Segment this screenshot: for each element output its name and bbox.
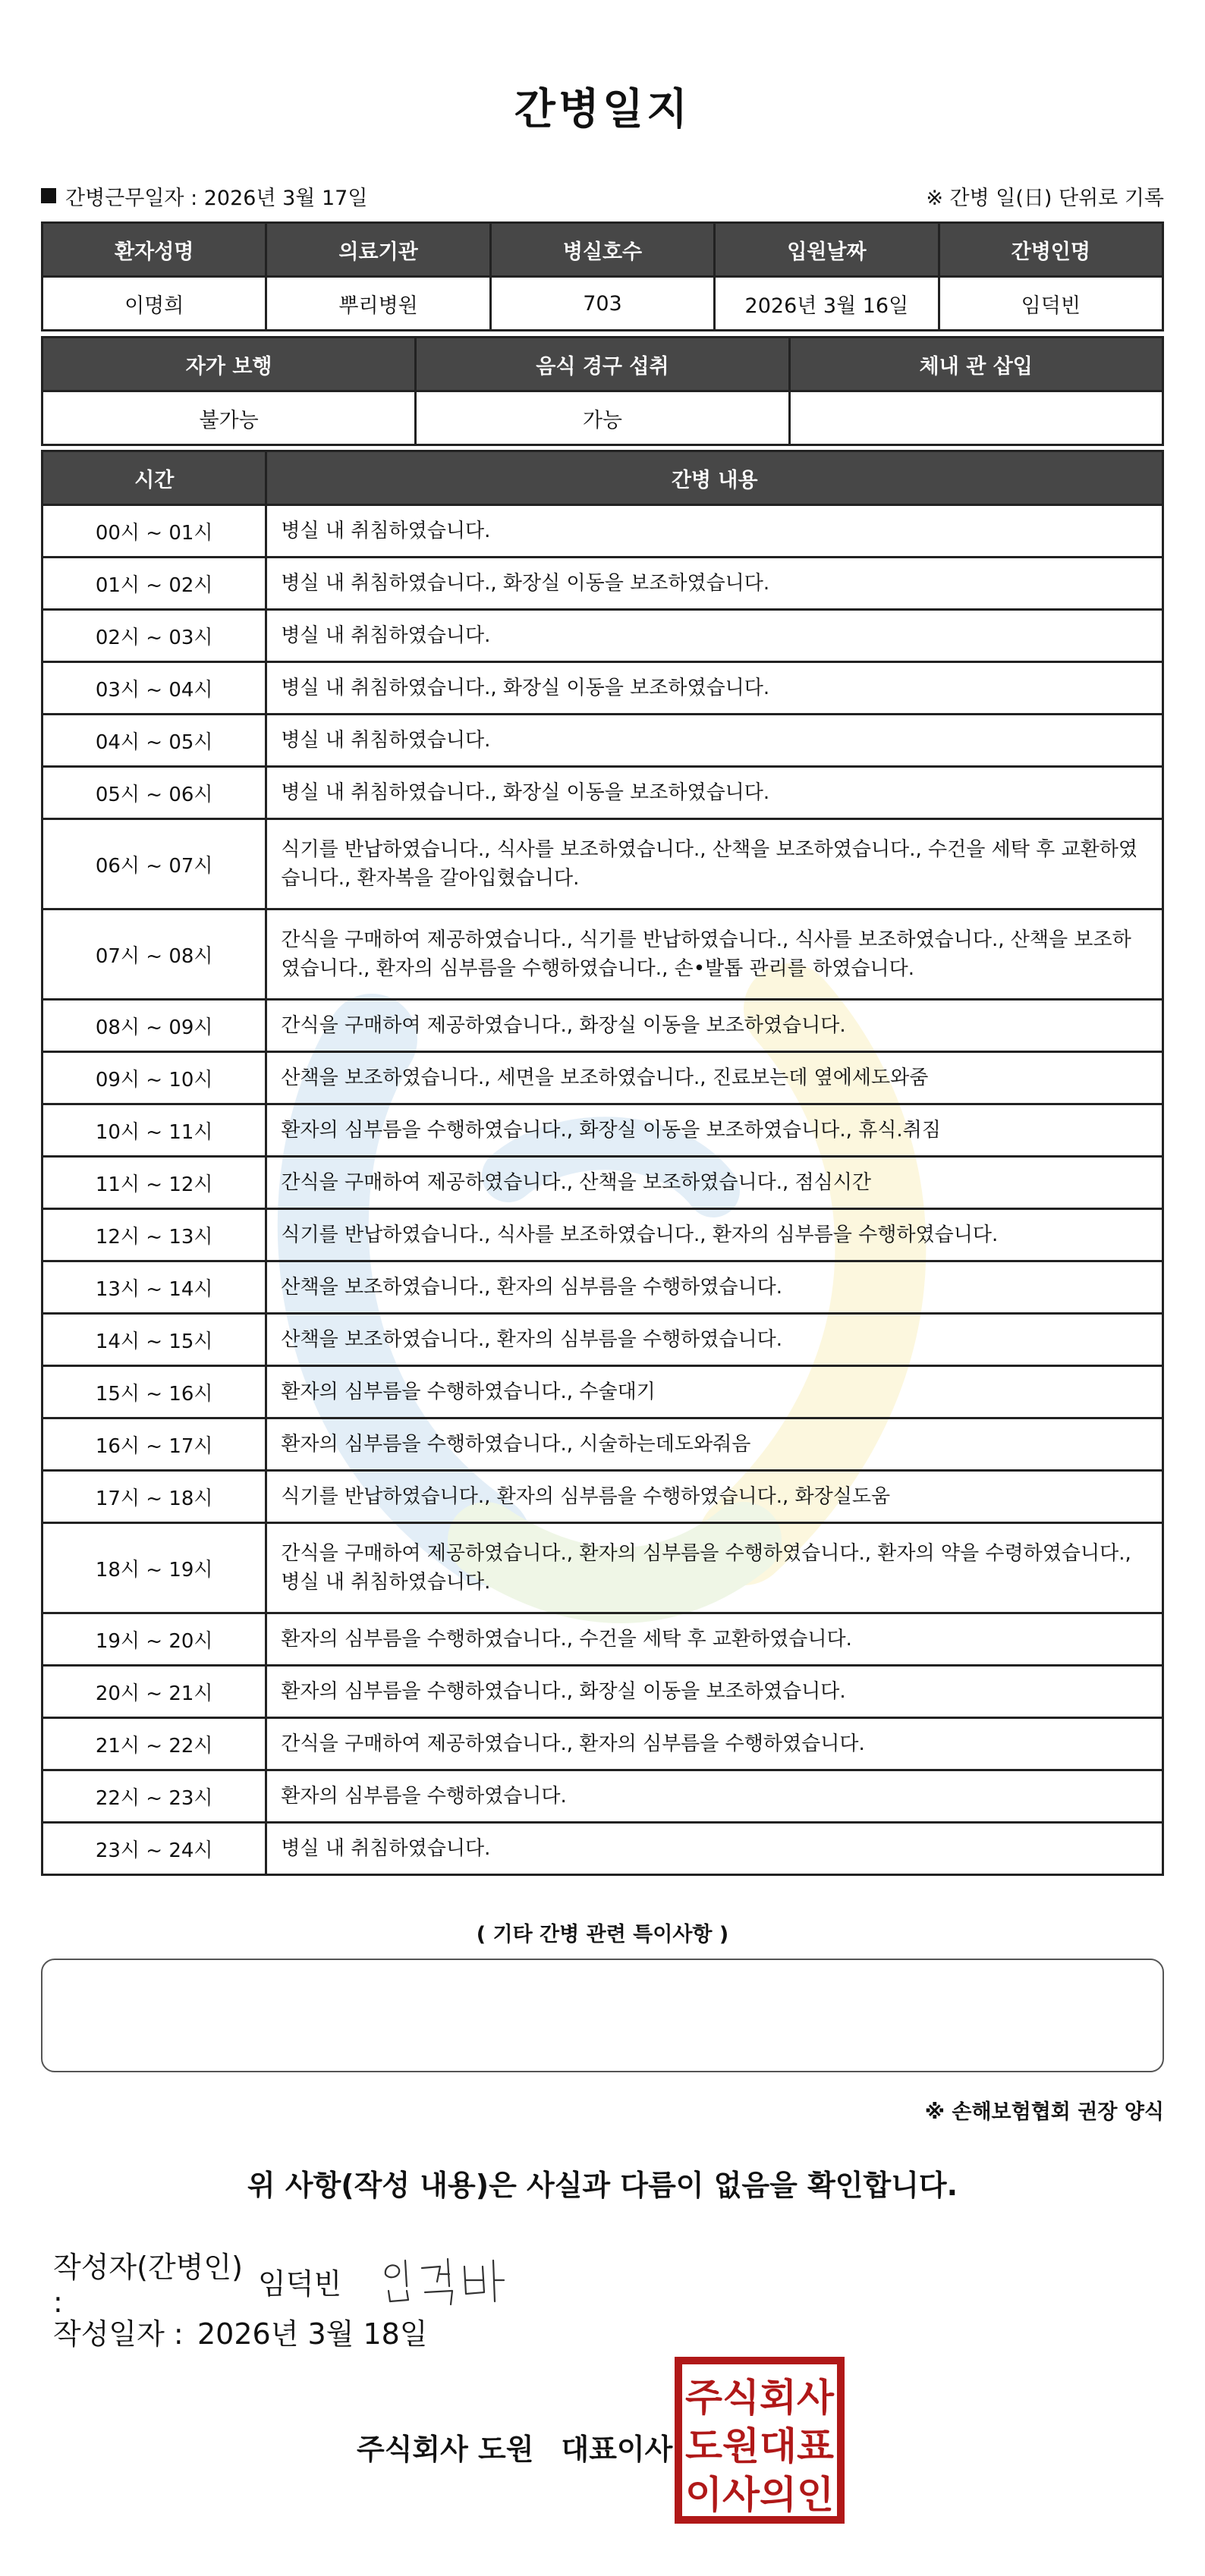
log-time-cell: 11시 ~ 12시 (42, 1157, 266, 1209)
log-time-cell: 18시 ~ 19시 (42, 1523, 266, 1613)
log-content-cell: 산책을 보조하였습니다., 환자의 심부름을 수행하였습니다. (266, 1314, 1163, 1366)
log-time-cell: 00시 ~ 01시 (42, 505, 266, 558)
company-name: 주식회사 도원 (357, 2433, 534, 2466)
representative-title: 대표이사 (561, 2433, 673, 2466)
log-time-cell: 03시 ~ 04시 (42, 662, 266, 715)
daily-record-note: ※ 간병 일(日) 단위로 기록 (926, 186, 1164, 210)
care-value-row (42, 391, 1163, 445)
log-content-cell: 환자의 심부름을 수행하였습니다., 시술하는데도와줘음 (266, 1418, 1163, 1471)
log-content-cell: 식기를 반납하였습니다., 식사를 보조하였습니다., 환자의 심부름을 수행하였습니다. (266, 1209, 1163, 1261)
care-status-table (41, 336, 1164, 446)
hourly-care-log-table (41, 450, 1164, 1876)
admission-date: 2026년 3월 16일 (715, 277, 939, 331)
log-content-cell: 병실 내 취침하였습니다. (266, 610, 1163, 662)
patient-name: 이명희 (42, 277, 266, 331)
log-content-cell: 간식을 구매하여 제공하였습니다., 화장실 이동을 보조하였습니다. (266, 1000, 1163, 1052)
log-time-cell: 07시 ~ 08시 (42, 909, 266, 1000)
log-time-cell: 22시 ~ 23시 (42, 1770, 266, 1823)
patient-info-table (41, 221, 1164, 331)
patient-value-row (42, 277, 1163, 331)
log-content-cell: 산책을 보조하였습니다., 세면을 보조하였습니다., 진료보는데 옆에세도와줌 (266, 1052, 1163, 1104)
log-time-cell: 04시 ~ 05시 (42, 715, 266, 767)
svg-text:이사의인: 이사의인 (685, 2473, 834, 2517)
form-note: ※ 손해보험협회 권장 양식 (924, 2100, 1164, 2124)
remarks-box (41, 1959, 1164, 2072)
header-room-number: 병실호수 (490, 223, 714, 277)
log-row (42, 1209, 1163, 1261)
log-time-cell: 15시 ~ 16시 (42, 1366, 266, 1418)
log-content-cell: 산책을 보조하였습니다., 환자의 심부름을 수행하였습니다. (266, 1261, 1163, 1314)
log-row (42, 1157, 1163, 1209)
header-caregiver-name: 간병인명 (939, 223, 1163, 277)
log-time-cell: 10시 ~ 11시 (42, 1104, 266, 1157)
log-time-cell: 14시 ~ 15시 (42, 1314, 266, 1366)
log-time-cell: 16시 ~ 17시 (42, 1418, 266, 1471)
log-row (42, 1261, 1163, 1314)
log-row (42, 1666, 1163, 1718)
work-date-label: 간병근무일자 : 2026년 3월 17일 (65, 186, 368, 210)
log-time-cell: 12시 ~ 13시 (42, 1209, 266, 1261)
header-time: 시간 (42, 451, 266, 505)
writer-name: 임덕빈 (258, 2267, 342, 2301)
care-header-row (42, 338, 1163, 391)
written-date-label: 작성일자 : (53, 2317, 184, 2351)
log-row (42, 909, 1163, 1000)
log-time-cell: 17시 ~ 18시 (42, 1471, 266, 1523)
written-date-line (53, 2311, 428, 2352)
log-time-cell: 08시 ~ 09시 (42, 1000, 266, 1052)
log-content-cell: 환자의 심부름을 수행하였습니다., 수술대기 (266, 1366, 1163, 1418)
log-row (42, 1104, 1163, 1157)
log-content-cell: 식기를 반납하였습니다., 환자의 심부름을 수행하였습니다., 화장실도움 (266, 1471, 1163, 1523)
log-time-cell: 23시 ~ 24시 (42, 1823, 266, 1875)
log-row (42, 505, 1163, 558)
oral-intake-value: 가능 (416, 391, 789, 445)
log-row (42, 1000, 1163, 1052)
log-row (42, 662, 1163, 715)
written-date-value: 2026년 3월 18일 (197, 2317, 428, 2351)
log-time-cell: 21시 ~ 22시 (42, 1718, 266, 1770)
log-content-cell: 간식을 구매하여 제공하였습니다., 산책을 보조하였습니다., 점심시간 (266, 1157, 1163, 1209)
log-row (42, 558, 1163, 610)
self-walking-value: 불가능 (42, 391, 416, 445)
log-row (42, 1471, 1163, 1523)
log-time-cell: 02시 ~ 03시 (42, 610, 266, 662)
log-time-cell: 09시 ~ 10시 (42, 1052, 266, 1104)
log-content-cell: 환자의 심부름을 수행하였습니다., 수건을 세탁 후 교환하였습니다. (266, 1613, 1163, 1666)
log-content-cell: 간식을 구매하여 제공하였습니다., 환자의 심부름을 수행하였습니다. (266, 1718, 1163, 1770)
room-number: 703 (490, 277, 714, 331)
log-content-cell: 병실 내 취침하였습니다., 화장실 이동을 보조하였습니다. (266, 558, 1163, 610)
log-body (42, 505, 1163, 1875)
log-row (42, 1770, 1163, 1823)
log-content-cell: 병실 내 취침하였습니다. (266, 715, 1163, 767)
header-admission-date: 입원날짜 (715, 223, 939, 277)
log-row (42, 1418, 1163, 1471)
work-date (41, 181, 367, 211)
log-time-cell: 13시 ~ 14시 (42, 1261, 266, 1314)
log-row (42, 715, 1163, 767)
log-content-cell: 병실 내 취침하였습니다., 화장실 이동을 보조하였습니다. (266, 662, 1163, 715)
hospital-name: 뿌리병원 (266, 277, 490, 331)
svg-text:도원대표: 도원대표 (685, 2424, 835, 2468)
log-content-cell: 식기를 반납하였습니다., 식사를 보조하였습니다., 산책을 보조하였습니다., 수건을 세탁 후 교환하였습니다., 환자복을 갈아입혔습니다. (266, 819, 1163, 909)
log-row (42, 1823, 1163, 1875)
log-content-cell: 병실 내 취침하였습니다. (266, 1823, 1163, 1875)
company-line (357, 2426, 672, 2468)
log-time-cell: 20시 ~ 21시 (42, 1666, 266, 1718)
log-content-cell: 환자의 심부름을 수행하였습니다., 화장실 이동을 보조하였습니다., 휴식.취짐 (266, 1104, 1163, 1157)
handwritten-signature (379, 2251, 508, 2312)
log-content-cell: 간식을 구매하여 제공하였습니다., 환자의 심부름을 수행하였습니다., 환자의 약을 수령하였습니다., 병실 내 취침하였습니다. (266, 1523, 1163, 1613)
square-bullet-icon (41, 188, 56, 203)
svg-text:주식회사: 주식회사 (685, 2376, 835, 2420)
patient-header-row (42, 223, 1163, 277)
log-time-cell: 01시 ~ 02시 (42, 558, 266, 610)
log-row (42, 1613, 1163, 1666)
log-row (42, 1523, 1163, 1613)
log-time-cell: 05시 ~ 06시 (42, 767, 266, 819)
header-self-walking: 자가 보행 (42, 338, 416, 391)
document-title: 간병일지 (514, 85, 691, 134)
log-row (42, 1718, 1163, 1770)
header-patient-name: 환자성명 (42, 223, 266, 277)
confirmation-statement: 위 사항(작성 내용)은 사실과 다름이 없음을 확인합니다. (247, 2169, 958, 2202)
company-seal-stamp (674, 2356, 845, 2524)
header-care-content: 간병 내용 (266, 451, 1163, 505)
log-content-cell: 간식을 구매하여 제공하였습니다., 식기를 반납하였습니다., 식사를 보조하였습니다., 산책을 보조하였습니다., 환자의 심부름을 수행하였습니다., 손•발톱 관리를 하였습니다. (266, 909, 1163, 1000)
writer-label: 작성자(간병인) : (53, 2251, 243, 2319)
header-oral-intake: 음식 경구 섭취 (416, 338, 789, 391)
meta-row (41, 181, 1164, 211)
log-row (42, 1366, 1163, 1418)
caregiver-name: 임덕빈 (939, 277, 1163, 331)
remarks-title: ( 기타 간병 관련 특이사항 ) (476, 1923, 729, 1946)
tube-insertion-value (789, 391, 1163, 445)
log-time-cell: 06시 ~ 07시 (42, 819, 266, 909)
header-hospital: 의료기관 (266, 223, 490, 277)
log-row (42, 1052, 1163, 1104)
header-tube-insertion: 체내 관 삽입 (789, 338, 1163, 391)
log-content-cell: 환자의 심부름을 수행하였습니다. (266, 1770, 1163, 1823)
log-content-cell: 환자의 심부름을 수행하였습니다., 화장실 이동을 보조하였습니다. (266, 1666, 1163, 1718)
log-row (42, 1314, 1163, 1366)
log-time-cell: 19시 ~ 20시 (42, 1613, 266, 1666)
log-content-cell: 병실 내 취침하였습니다., 화장실 이동을 보조하였습니다. (266, 767, 1163, 819)
log-row (42, 819, 1163, 909)
log-header-row (42, 451, 1163, 505)
log-row (42, 610, 1163, 662)
log-content-cell: 병실 내 취침하였습니다. (266, 505, 1163, 558)
writer-line (53, 2244, 508, 2319)
log-row (42, 767, 1163, 819)
